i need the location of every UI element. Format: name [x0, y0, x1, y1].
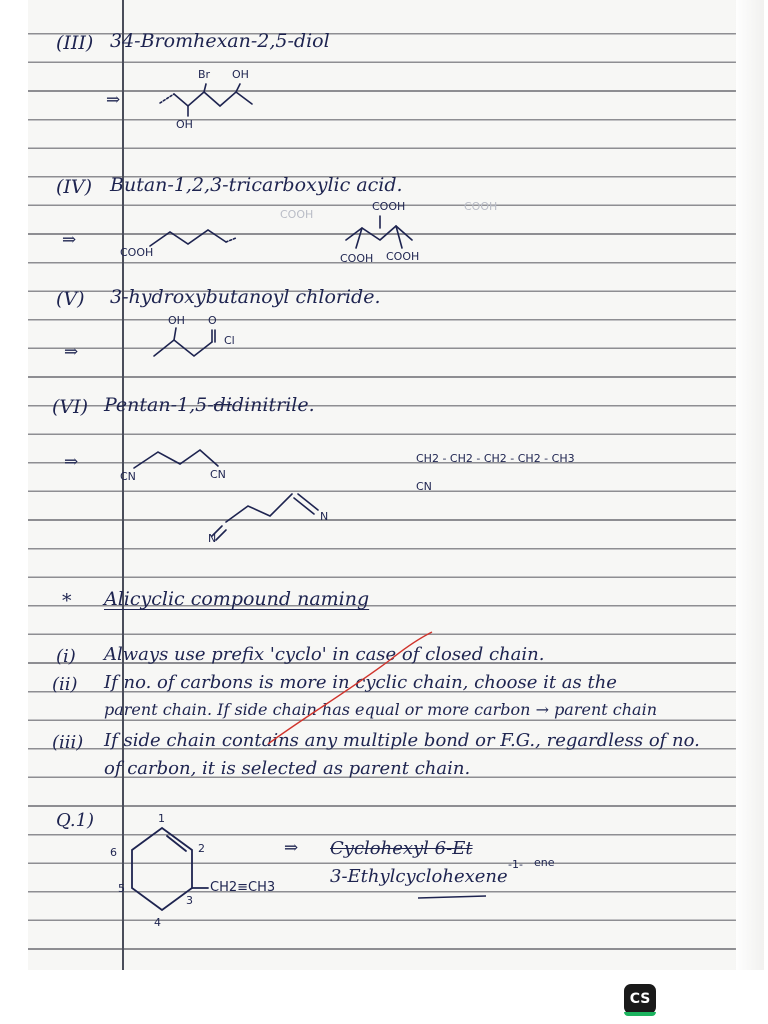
item-title-v: 3-hydroxybutanoyl chloride. [110, 286, 381, 308]
section-bullet: * [62, 590, 72, 612]
rule-ii-line-1: If no. of carbons is more in cyclic chain, choose it as the [104, 672, 617, 693]
item-number-v: (V) [56, 288, 85, 310]
condensed-formula: CH2 - CH2 - CH2 - CH2 - CH3 [416, 452, 575, 465]
ring-number-6: 6 [110, 846, 117, 859]
label-o-v: O [208, 314, 217, 327]
ring-number-3: 3 [186, 894, 193, 907]
title-vi-end: dinitrile. [231, 394, 315, 416]
item-title-iv: Butan-1,2,3-tricarboxylic acid. [110, 174, 403, 196]
label-cooh-faint-mid: COOH [280, 208, 314, 221]
answer-suffix: ene [534, 856, 555, 869]
label-cooh-faint-top: COOH [464, 200, 498, 213]
camscanner-watermark: CS [624, 984, 656, 1014]
answer-main: 3-Ethylcyclohexene [330, 866, 508, 887]
label-cooh-bottom-right: COOH [386, 250, 420, 263]
label-cn-right: CN [210, 468, 226, 481]
rule-number-i: (i) [56, 646, 76, 667]
section-title: Alicyclic compound naming [104, 588, 370, 610]
rule-number-ii: (ii) [52, 674, 78, 695]
ethyl-substituent: CH2≡CH3 [210, 880, 276, 895]
title-vi-main: Pentan-1,5- [104, 394, 214, 416]
title-vi-struck: di [213, 394, 232, 416]
implies-arrow-iv: ⇒ [62, 230, 77, 250]
item-number-vi: (VI) [52, 396, 89, 418]
label-oh-v: OH [168, 314, 185, 327]
label-n-left: N [208, 532, 217, 545]
label-cooh-top: COOH [372, 200, 406, 213]
label-oh-top: OH [232, 68, 249, 81]
label-cn-left: CN [120, 470, 136, 483]
answer-locant: -1- [508, 858, 523, 871]
label-cn-below: CN [416, 480, 432, 493]
label-cooh-bottom-left: COOH [340, 252, 374, 265]
underline-stroke [418, 896, 486, 898]
rule-ii-line-2: parent chain. If side chain has equal or more carbon → parent chain [104, 700, 658, 719]
label-cooh-left: COOH [120, 246, 154, 259]
implies-arrow-vi: ⇒ [64, 452, 79, 472]
question-label: Q.1) [56, 810, 95, 831]
rule-iii-line-2: of carbon, it is selected as parent chain. [104, 758, 471, 779]
answer-struck: Cyclohexyl 6-Et [330, 838, 473, 859]
label-br: Br [198, 68, 211, 81]
label-cl-v: Cl [224, 334, 235, 347]
rule-iii-line-1: If side chain contains any multiple bond or F.G., regardless of no. [104, 730, 700, 751]
label-n-right: N [320, 510, 329, 523]
item-number-iv: (IV) [56, 176, 93, 198]
ring-number-1: 1 [158, 812, 165, 825]
implies-arrow-q1: ⇒ [284, 838, 299, 858]
ring-number-2: 2 [198, 842, 205, 855]
ring-number-4: 4 [154, 916, 161, 929]
implies-arrow-v: ⇒ [64, 342, 79, 362]
item-number-iii: (III) [56, 32, 94, 54]
item-title-iii: 34-Bromhexan-2,5-diol [110, 30, 330, 52]
rule-number-iii: (iii) [52, 732, 84, 753]
rule-i-line-1: Always use prefix 'cyclo' in case of closed chain. [104, 644, 545, 665]
implies-arrow-iii: ⇒ [106, 90, 121, 110]
ring-number-5: 5 [118, 882, 125, 895]
label-oh-bottom: OH [176, 118, 193, 131]
